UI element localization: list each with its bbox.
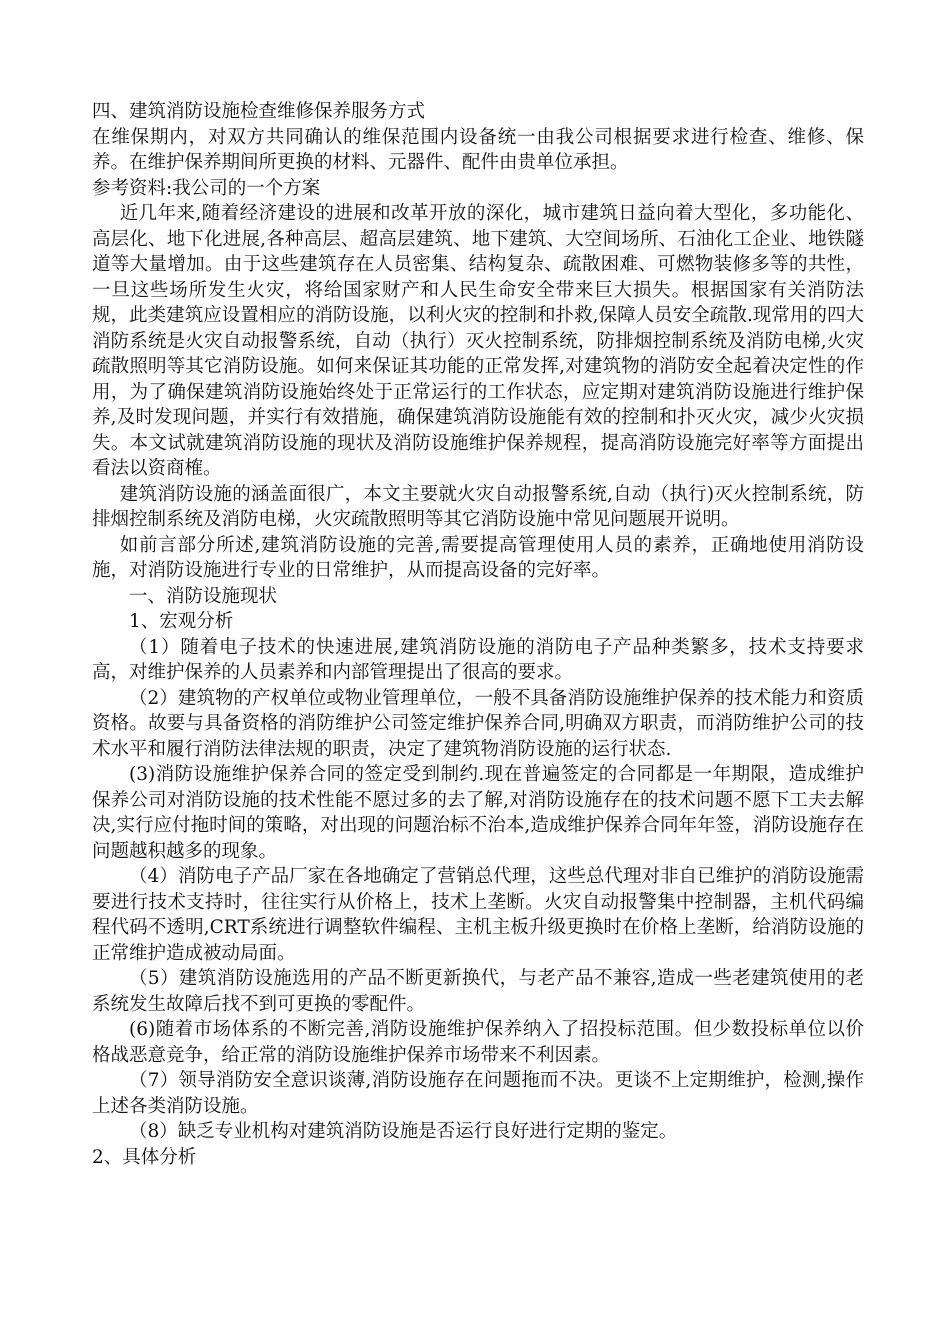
paragraph-scope: 建筑消防设施的涵盖面很广，本文主要就火灾自动报警系统,自动（执行)灭火控制系统，防排烟控制系统及消防电梯，火灾疏散照明等其它消防设施中常见问题展开说明。 bbox=[92, 483, 864, 530]
paragraph-preface: 如前言部分所述,建筑消防设施的完善,需要提高管理使用人员的素养，正确地使用消防设施，对消防设施进行专业的日常维护，从而提高设备的完好率。 bbox=[92, 534, 864, 581]
section-heading-one: 一、消防设施现状 bbox=[129, 585, 278, 607]
list-item-3: (3)消防设施维护保养合同的签定受到制约.现在普遍签定的合同都是一年期限，造成维护保养公司对消防设施的技术性能不愿过多的去了解,对消防设施存在的技术问题不愿下工夫去解决,实行应付拖时间的策略，对出现的问题治标不治本,造成维护保养合同年年签，消防设施存在问题越积越多的现象。 bbox=[92, 764, 864, 862]
list-item-1: （1）随着电子技术的快速进展,建筑消防设施的消防电子产品种类繁多，技术支持要求高，对维护保养的人员素养和内部管理提出了很高的要求。 bbox=[92, 636, 864, 683]
list-item-4: （4）消防电子产品厂家在各地确定了营销总代理，这些总代理对非自已维护的消防设施需要进行技术支持时，往往实行从价格上，技术上垄断。火灾自动报警集中控制器，主机代码编程代码不透明,CRT系统进行调整软件编程、主机主板升级更换时在价格上垄断，给消防设施的正常维护造成被动局面。 bbox=[92, 866, 864, 964]
list-item-8: （8）缺乏专业机构对建筑消防设施是否运行良好进行定期的鉴定。 bbox=[129, 1121, 678, 1142]
reference-line: 参考资料:我公司的一个方案 bbox=[92, 177, 321, 199]
paragraph-maintenance: 在维保期内，对双方共同确认的维保范围内设备统一由我公司根据要求进行检查、维修、保养。在维护保养期间所更换的材料、元器件、配件由贵单位承担。 bbox=[92, 126, 864, 173]
subsection-specific-analysis: 2、具体分析 bbox=[92, 1146, 197, 1168]
section-heading-four: 四、建筑消防设施检查维修保养服务方式 bbox=[92, 101, 426, 122]
list-item-5: （5）建筑消防设施选用的产品不断更新换代，与老产品不兼容,造成一些老建筑使用的老系统发生故障后找不到可更换的零配件。 bbox=[92, 968, 864, 1015]
list-item-6: (6)随着市场体系的不断完善,消防设施维护保养纳入了招投标范围。但少数投标单位以价格战恶意竞争，给正常的消防设施维护保养市场带来不利因素。 bbox=[92, 1019, 864, 1066]
paragraph-intro: 近几年来,随着经济建设的进展和改革开放的深化，城市建筑日益向着大型化，多功能化、高层化、地下化进展,各种高层、超高层建筑、地下建筑、大空间场所、石油化工企业、地铁隧道等大量增加。由于这些建筑存在人员密集、结构复杂、疏散困难、可燃物装修多等的共性，一旦这些场所发生火灾，将给国家财产和人民生命安全带来巨大损失。根据国家有关消防法规，此类建筑应设置相应的消防设施，以利火灾的控制和扑救,保障人员安全疏散.现常用的四大消防系统是火灾自动报警系统，自动（执行）灭火控制系统，防排烟控制系统及消防电梯,火灾疏散照明等其它消防设施。如何来保证其功能的正常发挥,对建筑物的消防安全起着决定性的作用，为了确保建筑消防设施始终处于正常运行的工作状态，应定期对建筑消防设施进行维护保养,及时发现问题，并实行有效措施，确保建筑消防设施能有效的控制和扑灭火灾，减少火灾损失。本文试就建筑消防设施的现状及消防设施维护保养规程，提高消防设施完好率等方面提出看法以资商榷。 bbox=[92, 203, 864, 479]
list-item-2: （2）建筑物的产权单位或物业管理单位，一般不具备消防设施维护保养的技术能力和资质资格。故要与具备资格的消防维护公司签定维护保养合同,明确双方职责，而消防维护公司的技术水平和履行消防法律法规的职责，决定了建筑物消防设施的运行状态. bbox=[92, 687, 864, 760]
document-body bbox=[92, 99, 864, 1170]
subsection-macro-analysis: 1、宏观分析 bbox=[129, 611, 234, 632]
list-item-7: （7）领导消防安全意识谈薄,消防设施存在问题拖而不决。更谈不上定期维护，检测,操作上述各类消防设施。 bbox=[92, 1070, 864, 1117]
